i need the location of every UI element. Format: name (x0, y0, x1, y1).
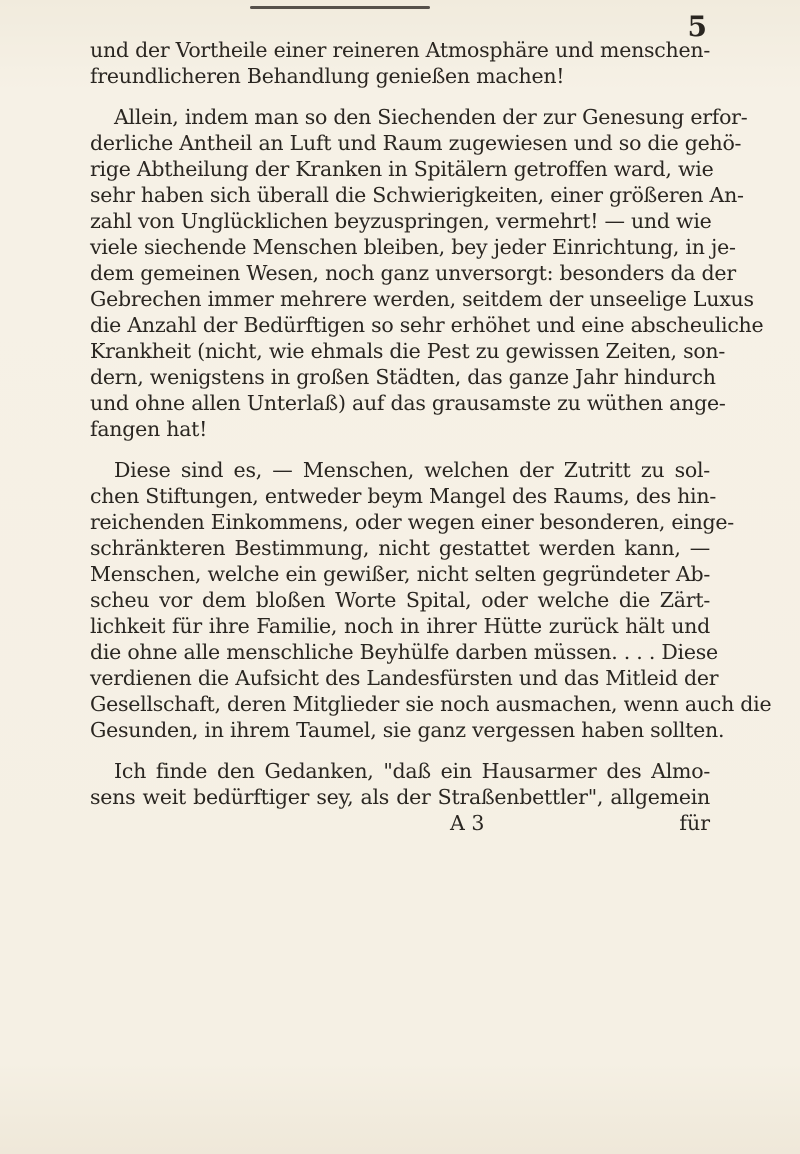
text-line: scheu vor dem bloßen Worte Spital, oder welche die Zärt- (90, 588, 710, 612)
paragraph-start-line: Ich finde den Gedanken, "daß ein Hausarmer des Almo- (114, 759, 710, 783)
catchword: für (679, 811, 710, 835)
text-line: die ohne alle menschliche Beyhülfe darben müssen. . . . Diese (90, 640, 718, 664)
text-line: reichenden Einkommens, oder wegen einer besonderen, einge- (90, 510, 734, 534)
text-line: Gesellschaft, deren Mitglieder sie noch ausmachen, wenn auch die (90, 692, 772, 716)
text-line: und ohne allen Unterlaß) auf das grausamste zu wüthen ange- (90, 391, 726, 415)
text-line: Menschen, welche ein gewißer, nicht selten gegründeter Ab- (90, 562, 710, 586)
text-line: sens weit bedürftiger sey, als der Straßenbettler", allgemein (90, 785, 710, 809)
text-line: Gesunden, in ihrem Taumel, sie ganz vergessen haben sollten. (90, 718, 725, 742)
text-line: Gebrechen immer mehrere werden, seitdem der unseelige Luxus (90, 287, 754, 311)
text-line: viele siechende Menschen bleiben, bey jeder Einrichtung, in je- (90, 235, 736, 259)
text-line: dern, wenigstens in großen Städten, das ganze Jahr hindurch (90, 365, 716, 389)
paragraph-start-line: Allein, indem man so den Siechenden der zur Genesung erfor- (114, 105, 748, 129)
text-line: verdienen die Aufsicht des Landesfürsten und das Mitleid der (90, 666, 719, 690)
text-line: derliche Antheil an Luft und Raum zugewiesen und so die gehö- (90, 131, 742, 155)
signature-mark: A 3 (450, 811, 485, 835)
text-line: und der Vortheile einer reineren Atmosphäre und menschen- (90, 38, 710, 62)
text-line: chen Stiftungen, entweder beym Mangel des Raums, des hin- (90, 484, 716, 508)
text-line: rige Abtheilung der Kranken in Spitälern getroffen ward, wie (90, 157, 714, 181)
page-number: 5 (687, 10, 707, 43)
text-line: Krankheit (nicht, wie ehmals die Pest zu gewissen Zeiten, son- (90, 339, 726, 363)
top-rule (250, 6, 430, 9)
text-line: dem gemeinen Wesen, noch ganz unversorgt: besonders da der (90, 261, 736, 285)
text-line: sehr haben sich überall die Schwierigkeiten, einer größeren An- (90, 183, 744, 207)
text-line: die Anzahl der Bedürftigen so sehr erhöhet und eine abscheuliche (90, 313, 764, 337)
text-line: fangen hat! (90, 417, 208, 441)
text-line: freundlicheren Behandlung genießen machen! (90, 64, 565, 88)
text-line: zahl von Unglücklichen beyzuspringen, vermehrt! — und wie (90, 209, 712, 233)
paragraph-start-line: Diese sind es, — Menschen, welchen der Zutritt zu sol- (114, 458, 710, 482)
text-line: lichkeit für ihre Familie, noch in ihrer Hütte zurück hält und (90, 614, 710, 638)
text-line: schränkteren Bestimmung, nicht gestattet werden kann, — (90, 536, 710, 560)
